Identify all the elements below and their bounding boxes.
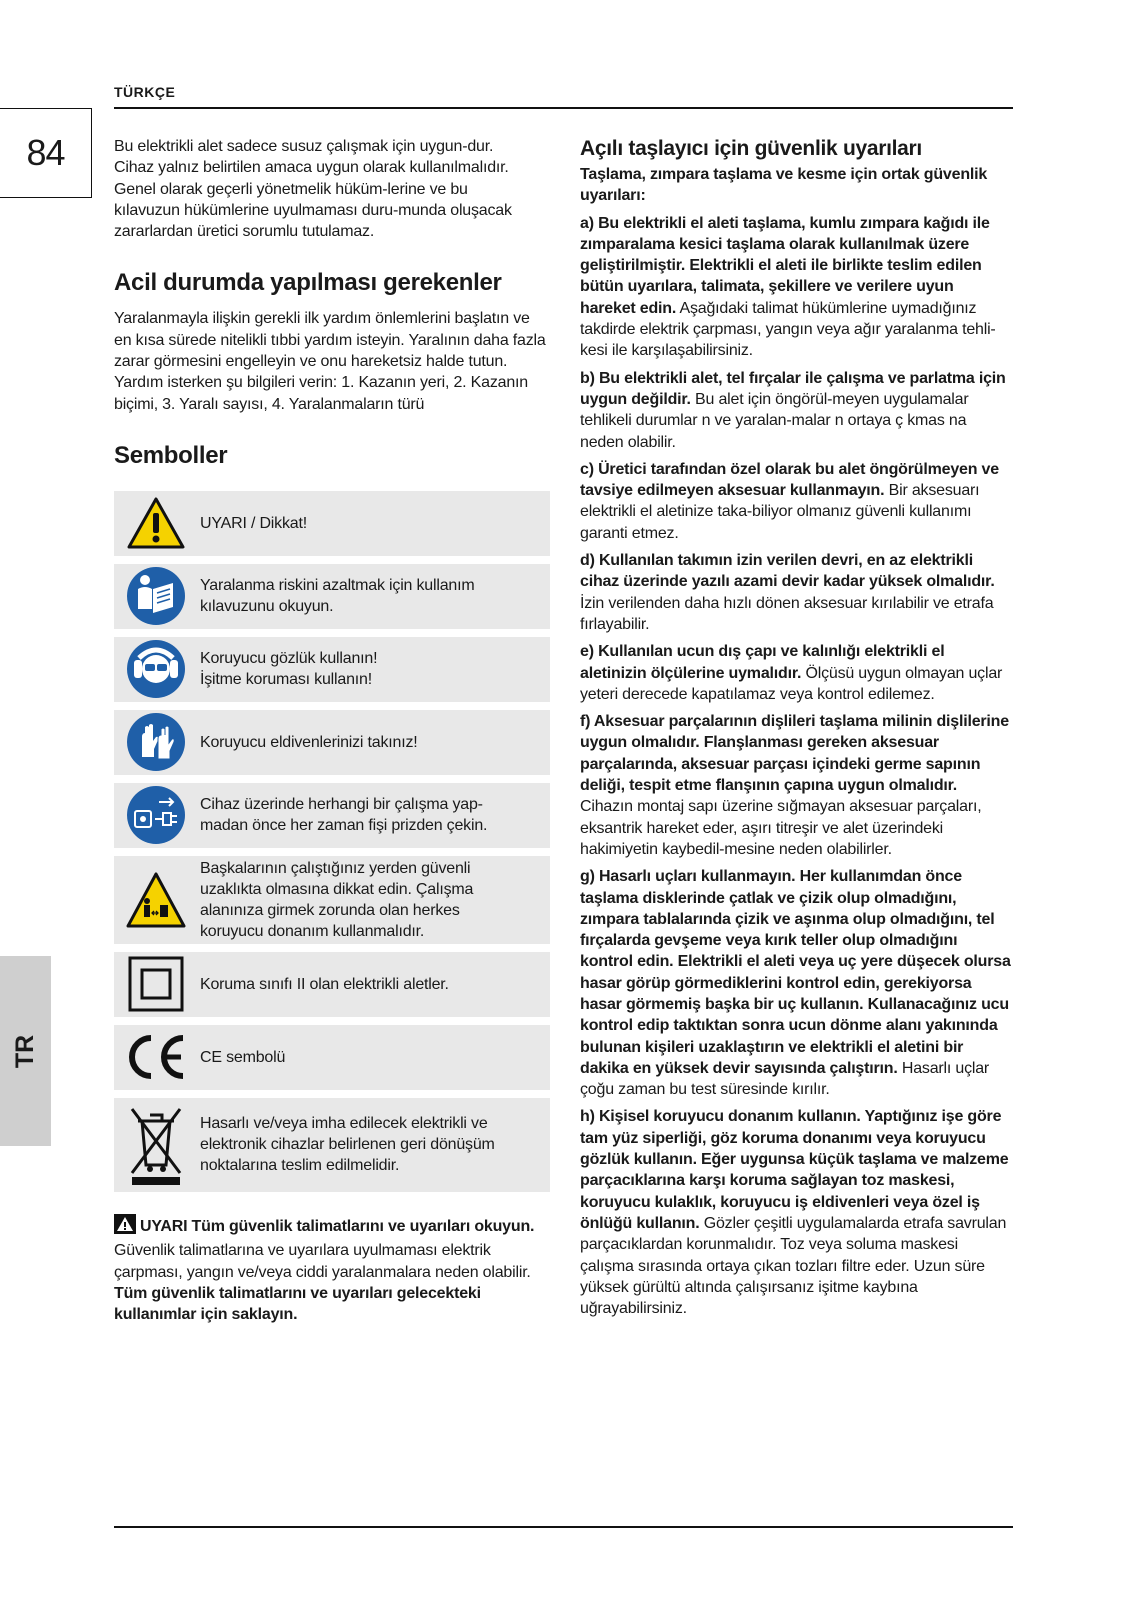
- safety-title: Açılı taşlayıcı için güvenlik uyarıları: [580, 137, 922, 160]
- read-manual-icon: [114, 564, 198, 629]
- left-column: [114, 136, 550, 1325]
- emergency-text: Yaralanmayla ilişkin gerekli ilk yardım önlemlerini başlatın ve en kısa sürede nitelikli tıbbi yardım isteyin. Yaralının daha fazla zarar görmesini engelleyin ve onu hareketsiz halde tutun. Yardım isterken şu bilgileri verin: 1. Kazanın yeri, 2. Kazanın biçimi, 3. Yaralı sayısı, 4. Yaralanmaların türü: [114, 310, 546, 413]
- warning-triangle-icon: [114, 1214, 136, 1240]
- intro-paragraph-1: Bu elektrikli alet sadece susuz çalışmak için uygun-dur.: [114, 138, 494, 155]
- symbol-text: Koruma sınıfı II olan elektrikli aletler.: [200, 975, 449, 993]
- symbols-title: Semboller: [114, 441, 228, 469]
- safety-item-text: Hasarlı uçlar çoğu zaman bu test süresinde kırılır.: [580, 1059, 990, 1099]
- symbol-text: Koruyucu gözlük kullanın! İşitme koruması kullanın!: [200, 650, 378, 689]
- safety-item-heading: f) Aksesuar parçalarının dişlileri taşlama milinin dişlilerine uygun olmalıdır. Flanşlanması gereken aksesuar parçalarında, aksesuar parçası içindeki germe sapının deliği, tespit etme flanşının çapına uygun olmalıdır.: [580, 713, 1009, 795]
- safety-item: [580, 1106, 1012, 1319]
- safety-item-heading: c) Üretici tarafından özel olarak bu alet öngörülmeyen ve tavsiye edilmeyen aksesuar kullanmayın.: [580, 460, 999, 500]
- safety-item: [580, 368, 1012, 453]
- safety-item-text: Aşağıdaki talimat hükümlerine uymadığınız takdirde elektrik çarpması, yangın veya ağır yaralanma tehli-kesi ile karşılaşabilirsiniz.: [580, 299, 996, 360]
- unplug-icon: [114, 783, 198, 848]
- safety-item-text: İzin verilenden daha hızlı dönen aksesuar kırılabilir ve etrafa fırlayabilir.: [580, 594, 994, 633]
- gloves-icon: [114, 710, 198, 775]
- symbol-row-read-manual: [114, 564, 550, 629]
- symbol-row-weee: [114, 1098, 550, 1192]
- symbol-text: Hasarlı ve/veya imha edilecek elektrikli ve elektronik cihazlar belirlenen geri dönüşüm noktalarına teslim edilmelidir.: [200, 1115, 495, 1175]
- page-number: 84: [26, 132, 65, 173]
- symbol-text: UYARI / Dikkat!: [200, 514, 307, 532]
- symbol-row-eye-ear-protection: [114, 637, 550, 702]
- symbol-row-warning: [114, 491, 550, 556]
- language-header: TÜRKÇE: [114, 84, 176, 100]
- safety-item-text: Cihazın montaj sapı üzerine sığmayan aksesuar parçaları, eksantrik hareket eder, aşırı titreşir ve alet üzerindeki hakimiyetin kaybedil-mesine neden olabilirler.: [580, 798, 982, 858]
- safety-item: [580, 711, 1012, 860]
- safety-item-heading: e) Kullanılan ucun dış çapı ve kalınlığı elektrikli el aletinizin ölçülerine uymalıdır.: [580, 643, 945, 682]
- symbols-table: [114, 491, 550, 1192]
- safety-item-heading: a) Bu elektrikli el aleti taşlama, kumlu zımpara kağıdı ile zımparalama kesici taşlama olarak kullanılmak üzere geliştirilmiştir. Elektrikli el aleti ile birlikte teslim edilen bütün uyarılara, talimata, şekillere ve verilere uyun hareket edin.: [580, 214, 990, 317]
- symbol-row-ce: [114, 1025, 550, 1090]
- symbol-row-unplug: [114, 783, 550, 848]
- safety-item: [580, 213, 1012, 362]
- safety-item-heading: h) Kişisel koruyucu donanım kullanın. Yaptığınız işe göre tam yüz siperliği, göz koruma donanımı veya koruyucu gözlük kullanın. Eğer uygunsa küçük taşlama ve malzeme parçacıklarına karşı koruma sağlayan toz maskesi, koruyucu kulaklık, koruyucu iş eldivenleri veya özel iş önlüğü kullanın.: [580, 1108, 1009, 1232]
- symbol-row-gloves: [114, 710, 550, 775]
- safety-item: [580, 459, 1012, 544]
- symbol-text: CE sembolü: [200, 1048, 286, 1066]
- ce-mark-icon: [114, 1025, 198, 1090]
- safety-item: [580, 641, 1012, 705]
- bottom-divider: [114, 1526, 1013, 1528]
- language-tab: [0, 956, 51, 1146]
- safety-item-heading: g) Hasarlı uçları kullanmayın. Her kullanımdan önce taşlama disklerinde çatlak ve çizik olup olmadığını, zımpara tablalarında çizik ve aşınma olup olmadığını, tel fırçalarda gevşeme veya kırık teller olup olmadığını kontrol edin. Elektrikli el aleti veya uç yere düşecek olursa hasar görüp görmediklerini kontrol edin, gerekiyorsa hasar görmemiş başka bir uç kullanın. Kullanacağınız ucu kontrol edip taktıktan sonra ucun dönme alanı yakınında bulunan kişileri uzaklaştırın ve elektrikli el aletini bir dakika en yüksek devir sayısında çalıştırın.: [580, 868, 1011, 1077]
- general-warning: [114, 1214, 550, 1325]
- language-tab-label: TR: [10, 1034, 39, 1068]
- weee-bin-icon: [114, 1098, 198, 1192]
- safety-item-text: Bir aksesuarı elektrikli el aletinize taka-biliyor olmanız güvenli kullanımı garanti etmez.: [580, 482, 980, 542]
- symbol-text: Yaralanma riskini azaltmak için kullanım kılavuzunu okuyun.: [200, 577, 475, 616]
- emergency-title: Acil durumda yapılması gerekenler: [114, 269, 502, 297]
- warning-text: Güvenlik talimatlarına ve uyarılara uyulmaması elektrik çarpması, yangın ve/veya ciddi yaralanmalara neden olabilir.: [114, 1242, 531, 1281]
- save-note: Tüm güvenlik talimatlarını ve uyarıları gelecekteki kullanımlar için saklayın.: [114, 1284, 481, 1324]
- symbol-text: Koruyucu eldivenlerinizi takınız!: [200, 733, 418, 751]
- top-divider: [114, 107, 1013, 109]
- safety-item-heading: b) Bu elektrikli alet, tel fırçalar ile çalışma ve parlatma için uygun değildir.: [580, 369, 1006, 408]
- safety-item: [580, 866, 1012, 1100]
- safety-item: [580, 550, 1012, 635]
- protection-class-ii-icon: [114, 952, 198, 1017]
- intro-paragraph-2: Cihaz yalnız belirtilen amaca uygun olarak kullanılmalıdır. Genel olarak geçerli yönetmelik hüküm-lerine ve bu kılavuzun hükümlerine uyulmaması duru-munda oluşacak zararlardan üretici sorumlu tutulamaz.: [114, 159, 512, 241]
- safety-items: [580, 213, 1012, 1320]
- safe-distance-icon: [114, 856, 198, 944]
- safety-item-text: Bu alet için öngörül-meyen uygulamalar tehlikeli durumlar n ve yaralan-malar n ortaya ç kmas na neden olabilir.: [580, 390, 969, 451]
- eye-ear-protection-icon: [114, 637, 198, 702]
- right-column: [580, 136, 1012, 1319]
- warning-triangle-icon: [114, 491, 198, 556]
- symbol-text: Başkalarının çalıştığınız yerden güvenli uzaklıkta olmasına dikkat edin. Çalışma alanınıza girmek zorunda olan herkes koruyucu donanım kullanmalıdır.: [200, 859, 474, 940]
- safety-item-text: Gözler çeşitli uygulamalarda etrafa savrulan parçacıklardan korunmalıdır. Toz veya soluma maskesi çalışma sırasında ortaya çıkan tozları filtre eder. Uzun süre yüksek gürültü altında çalışırsanız işitme kaybına uğrayabilirsiniz.: [580, 1214, 1007, 1318]
- safety-subtitle: Taşlama, zımpara taşlama ve kesme için ortak güvenlik uyarıları:: [580, 166, 988, 205]
- safety-item-heading: d) Kullanılan takımın izin verilen devri, en az elektrikli cihaz üzerinde yazılı azami devir kadar yüksek olmalıdır.: [580, 552, 995, 591]
- safety-item-text: Ölçüsü uygun olmayan uçlar yeteri derecede kapatılamaz veya kontrol edilemez.: [580, 664, 1003, 703]
- symbol-text: Cihaz üzerinde herhangi bir çalışma yap-madan önce her zaman fişi prizden çekin.: [200, 796, 488, 835]
- symbol-row-safe-distance: [114, 856, 550, 944]
- warning-bold-text: UYARI Tüm güvenlik talimatlarını ve uyarıları okuyun.: [140, 1217, 535, 1235]
- page-number-box: [0, 108, 92, 198]
- symbol-row-protection-class: [114, 952, 550, 1017]
